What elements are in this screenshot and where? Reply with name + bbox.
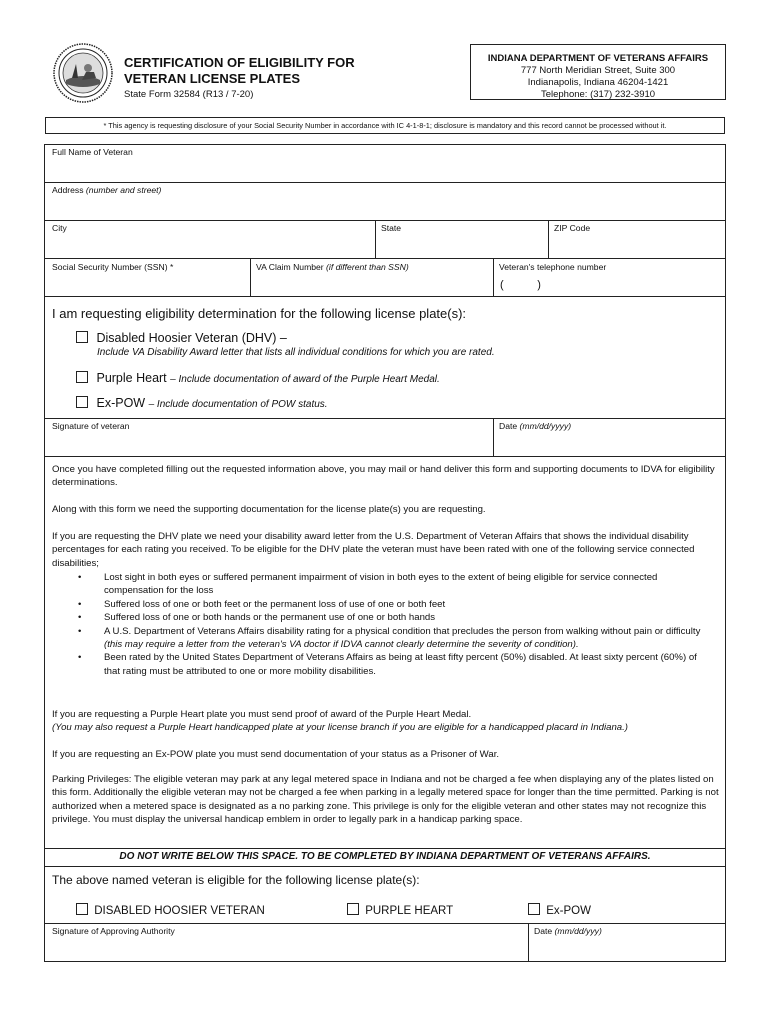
- office-dhv-checkbox[interactable]: [76, 903, 88, 915]
- instruction-paragraph: If you are requesting an Ex-POW plate you must send documentation of your status as a Prisoner of War.: [52, 749, 500, 760]
- ex-pow-checkbox[interactable]: [76, 396, 88, 408]
- agency-phone: Telephone: (317) 232-3910: [540, 89, 656, 100]
- divider: [44, 258, 726, 259]
- agency-contact-box: [470, 44, 726, 100]
- dhv-note: Include VA Disability Award letter that lists all individual conditions for which you are rated.: [97, 347, 495, 358]
- ssn-disclosure-notice: * This agency is requesting disclosure of your Social Security Number in accordance with IC 4-1-8-1; disclosure is mandatory and this record cannot be processed without it.: [45, 117, 725, 134]
- zip-field[interactable]: ZIP Code: [554, 223, 591, 233]
- form-title: CERTIFICATION OF ELIGIBILITY FOR VETERAN LICENSE PLATES: [124, 55, 355, 86]
- indiana-state-seal: [52, 42, 114, 104]
- request-heading: I am requesting eligibility determination for the following license plate(s):: [52, 306, 467, 321]
- dhv-checkbox[interactable]: [76, 331, 88, 343]
- parking-privileges-paragraph: Parking Privileges: The eligible veteran may park at any legal metered space in Indiana and not be charged a fee when displaying any of the plates listed on this form. Additionally the eligible veteran may not be charged a fee when parking in a legally metered space for longer than the time permitted. Parking is not authorized when a metered space is designated as a no parking zone. This privilege is only for the eligible veteran and other states may not recognize this privilege. You must display the universal handicap emblem in order to legally park in a handicap parking space.: [52, 774, 719, 826]
- state-field[interactable]: State: [381, 223, 402, 233]
- ssn-field[interactable]: Social Security Number (SSN) *: [52, 262, 174, 272]
- veteran-signature-field[interactable]: Signature of veteran: [52, 421, 130, 431]
- approver-signature-field[interactable]: Signature of Approving Authority: [52, 926, 175, 936]
- list-item: • Been rated by the United States Department of Veterans Affairs as being at least fifty percent (50%) disabled. At least sixty percent (60%) of that rating must be attributed to one or more mobility disabilities.: [72, 651, 712, 678]
- office-purple-heart-checkbox[interactable]: [347, 903, 359, 915]
- full-name-field[interactable]: Full Name of Veteran: [52, 147, 133, 157]
- list-item: • Suffered loss of one or both hands or the permanent use of one or both hands: [72, 611, 712, 624]
- agency-street: 777 North Meridian Street, Suite 300: [520, 65, 676, 76]
- divider: [44, 866, 726, 867]
- divider: [548, 220, 549, 258]
- divider: [493, 418, 494, 456]
- office-ex-pow-option[interactable]: Ex-POW: [528, 903, 591, 917]
- divider: [250, 258, 251, 296]
- agency-city: Indianapolis, Indiana 46204-1421: [527, 77, 669, 88]
- divider: [44, 418, 726, 419]
- office-purple-heart-option[interactable]: PURPLE HEART: [347, 903, 453, 917]
- office-dhv-option[interactable]: DISABLED HOOSIER VETERAN: [76, 903, 265, 917]
- divider: [528, 923, 529, 962]
- list-item: • Suffered loss of one or both feet or the permanent loss of use of one or both feet: [72, 598, 712, 611]
- instruction-paragraph: If you are requesting the DHV plate we need your disability award letter from the U.S. Department of Veteran Affairs that shows the individual disability percentages for each rating you received. To be eligible for the DHV plate the veteran must have been rated with one of the following service connected disabilities;: [52, 531, 695, 569]
- agency-name: INDIANA DEPARTMENT OF VETERANS AFFAIRS: [487, 53, 709, 64]
- instruction-paragraph: Once you have completed filling out the requested information above, you may mail or hand deliver this form and supporting documents to IDVA for eligibility determinations.: [52, 464, 715, 489]
- divider: [44, 296, 726, 297]
- address-field[interactable]: Address (number and street): [52, 185, 162, 195]
- purple-heart-checkbox[interactable]: [76, 371, 88, 383]
- divider: [44, 182, 726, 183]
- purple-heart-option[interactable]: Purple Heart – Include documentation of award of the Purple Heart Medal.: [76, 371, 440, 385]
- instruction-paragraph: Along with this form we need the supporting documentation for the license plate(s) you are requesting.: [52, 504, 486, 515]
- veteran-date-field[interactable]: Date (mm/dd/yyyy): [499, 421, 572, 431]
- office-ex-pow-checkbox[interactable]: [528, 903, 540, 915]
- divider: [44, 456, 726, 457]
- approver-date-field[interactable]: Date (mm/dd/yyy): [534, 926, 602, 936]
- instruction-paragraph: If you are requesting a Purple Heart plate you must send proof of award of the Purple Heart Medal. (You may also request a Purple Heart handicapped plate at your license branch if you are eligible for a handicapped placard in Indiana.): [52, 709, 628, 734]
- list-item: • A U.S. Department of Veterans Affairs disability rating for a physical condition that precludes the person from walking without pain or difficulty (this may require a letter from the veteran's VA doctor if IDVA cannot clearly determine the severity of condition).: [72, 625, 712, 652]
- divider: [44, 923, 726, 924]
- divider: [493, 258, 494, 296]
- ex-pow-option[interactable]: Ex-POW – Include documentation of POW status.: [76, 396, 328, 410]
- form-number: State Form 32584 (R13 / 7-20): [124, 89, 254, 100]
- divider: [375, 220, 376, 258]
- divider: [44, 220, 726, 221]
- va-claim-field[interactable]: VA Claim Number (if different than SSN): [256, 262, 409, 272]
- phone-area-code: ( ): [500, 279, 541, 291]
- eligibility-heading: The above named veteran is eligible for the following license plate(s):: [52, 873, 420, 887]
- dhv-criteria-list: [72, 571, 712, 678]
- office-use-banner: DO NOT WRITE BELOW THIS SPACE. TO BE COMPLETED BY INDIANA DEPARTMENT OF VETERANS AFFAIRS.: [119, 851, 651, 862]
- phone-field[interactable]: Veteran's telephone number: [499, 262, 607, 272]
- city-field[interactable]: City: [52, 223, 67, 233]
- dhv-option[interactable]: Disabled Hoosier Veteran (DHV) –: [76, 331, 287, 345]
- list-item: • Lost sight in both eyes or suffered permanent impairment of vision in both eyes to the extent of being eligible for service connected compensation for the loss: [72, 571, 712, 598]
